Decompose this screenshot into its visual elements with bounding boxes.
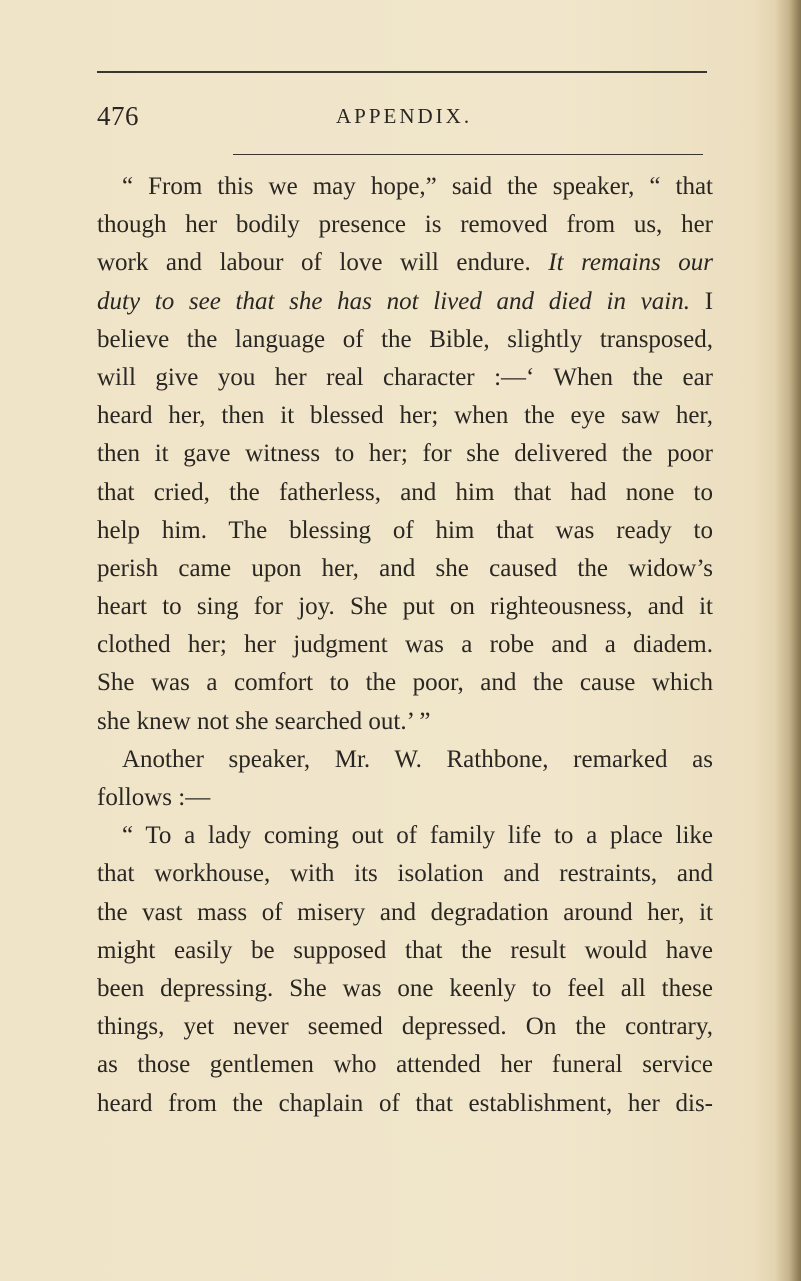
text-line: though her bodily presence is removed from us, her bbox=[97, 211, 713, 239]
text-line: been depressing. She was one keenly to feel all these bbox=[97, 974, 713, 1002]
text-line: clothed her; her judgment was a robe and a diadem. bbox=[97, 631, 713, 659]
page-header bbox=[97, 101, 707, 137]
text-line: “ To a lady coming out of family life to a place like bbox=[122, 822, 713, 850]
page-number: 476 bbox=[97, 101, 139, 131]
text-line: might easily be supposed that the result would have bbox=[97, 936, 713, 964]
page-edge-shadow bbox=[775, 0, 801, 1281]
text-line: she knew not she searched out.’ ” bbox=[97, 707, 431, 735]
text-line: perish came upon her, and she caused the widow’s bbox=[97, 554, 713, 582]
text-line: heard her, then it blessed her; when the eye saw her, bbox=[97, 402, 713, 430]
italic-text: It remains our bbox=[548, 249, 713, 277]
header-rule-top bbox=[97, 71, 707, 73]
text-line: “ From this we may hope,” said the speaker, “ that bbox=[122, 173, 713, 200]
text-span: I bbox=[704, 287, 714, 315]
text-line: heard from the chaplain of that establishment, her dis- bbox=[97, 1089, 713, 1117]
text-line: She was a comfort to the poor, and the cause which bbox=[97, 669, 713, 697]
body-text bbox=[97, 168, 713, 1123]
text-line: help him. The blessing of him that was ready to bbox=[97, 516, 713, 544]
text-line: believe the language of the Bible, slightly transposed, bbox=[97, 325, 713, 353]
text-line: Another speaker, Mr. W. Rathbone, remarked as bbox=[122, 745, 713, 773]
text-line: that workhouse, with its isolation and restraints, and bbox=[97, 860, 713, 888]
text-line: things, yet never seemed depressed. On the contrary, bbox=[97, 1013, 713, 1041]
text-line: the vast mass of misery and degradation around her, it bbox=[97, 898, 713, 926]
header-rule-bottom bbox=[233, 154, 703, 155]
text-line: as those gentlemen who attended her funeral service bbox=[97, 1051, 713, 1079]
text-span: work and labour of love will endure. bbox=[97, 249, 531, 277]
text-line: then it gave witness to her; for she delivered the poor bbox=[97, 440, 713, 468]
text-line: follows :— bbox=[97, 784, 211, 811]
text-line: heart to sing for joy. She put on righteousness, and it bbox=[97, 593, 713, 621]
running-head: APPENDIX. bbox=[336, 104, 473, 128]
text-line: will give you her real character :—‘ When the ear bbox=[97, 363, 713, 391]
text-line bbox=[97, 283, 713, 321]
italic-text: duty to see that she has not lived and died in vain. bbox=[97, 287, 690, 315]
text-line bbox=[97, 244, 713, 282]
text-line: that cried, the fatherless, and him that had none to bbox=[97, 478, 713, 506]
